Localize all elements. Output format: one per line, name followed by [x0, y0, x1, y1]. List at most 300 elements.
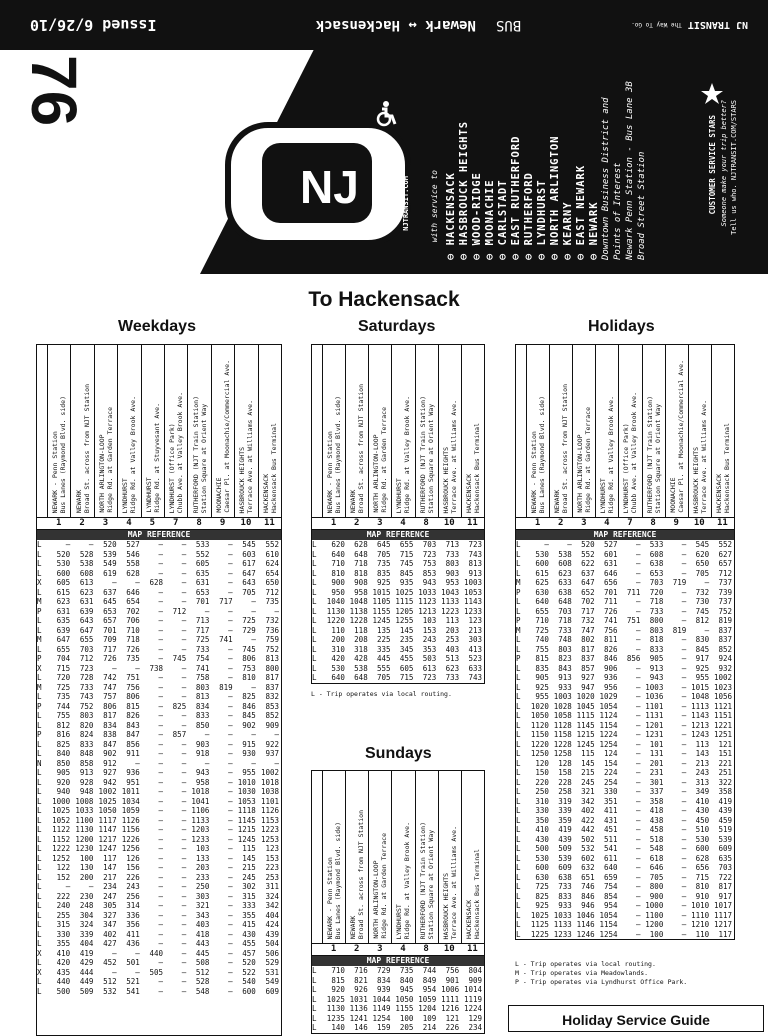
table-row	[312, 1014, 484, 1024]
time-cell: 439	[558, 834, 572, 844]
time-cell: 1106	[191, 806, 210, 815]
time-cell: 355	[242, 910, 256, 920]
time-cell: 833	[558, 891, 572, 901]
time-cell: 905	[649, 654, 664, 663]
trip-note-code: L	[37, 901, 42, 910]
time-cell: 623	[558, 568, 572, 578]
map-ref-number: 4	[604, 518, 610, 528]
brand-logo: NJ TRANSIT	[687, 19, 748, 31]
time-cell: 404	[79, 939, 94, 948]
direction-title: To Hackensack	[308, 288, 460, 311]
time-cell: 819	[718, 616, 733, 625]
time-cell: –	[158, 768, 164, 777]
trip-note-code: P	[516, 616, 521, 625]
map-reference-label: MAP REFERENCE	[312, 530, 484, 540]
time-cell: 339	[558, 806, 572, 815]
time-cell: 330	[535, 806, 549, 815]
time-cell: –	[65, 882, 71, 891]
time-cell: 710	[535, 616, 549, 625]
table-row	[516, 664, 734, 674]
time-cell: 509	[558, 844, 572, 853]
time-cell: –	[681, 606, 687, 616]
service-sub-item: Downtown Business District and	[601, 97, 611, 260]
column-header: HASBROUCK HEIGHTS Terrace Ave. at Williams Ave.	[441, 825, 458, 939]
time-cell: 131	[649, 749, 664, 758]
time-cell: 840	[56, 749, 71, 758]
time-cell: 333	[242, 901, 256, 910]
time-cell: 539	[718, 834, 733, 844]
time-cell: 1228	[553, 739, 572, 749]
time-cell: 152	[56, 872, 71, 882]
table-row	[516, 835, 734, 845]
time-cell: 603	[242, 549, 256, 559]
time-cell: 552	[195, 549, 210, 559]
time-cell: 418	[195, 929, 210, 939]
time-cell: 753	[242, 663, 256, 673]
time-cell: 1043	[441, 587, 460, 597]
time-cell: 849	[422, 975, 437, 985]
time-cell: 803	[79, 711, 94, 720]
time-cell: 1254	[599, 929, 618, 939]
time-cell: 647	[79, 625, 94, 635]
time-cell: 1143	[463, 597, 483, 606]
time-cell: –	[635, 882, 641, 891]
time-cell: –	[228, 711, 233, 720]
time-cell: –	[158, 920, 164, 929]
trip-note-code: L	[516, 701, 521, 711]
route-number: 76	[18, 55, 90, 127]
time-cell: 756	[445, 966, 460, 975]
table-row	[516, 768, 734, 778]
time-cell: 500	[535, 844, 549, 853]
time-cell: 1034	[121, 796, 140, 806]
time-cell: –	[228, 768, 233, 777]
time-cell: 1245	[237, 834, 256, 844]
time-cell: 502	[581, 834, 595, 844]
trip-note-code: L	[312, 606, 317, 616]
table-headers	[312, 345, 484, 518]
time-cell: –	[158, 739, 164, 749]
time-cell: 1028	[553, 701, 572, 711]
time-cell: 215	[581, 768, 595, 777]
time-cell: 657	[103, 616, 117, 625]
time-cell: 812	[56, 720, 71, 730]
time-cell: 635	[56, 616, 71, 625]
column-header: LYNDHURST Ridge Rd. at Valley Brook Ave.	[599, 395, 616, 513]
time-cell: 1220	[530, 739, 549, 749]
time-cell: –	[228, 673, 233, 682]
time-cell: 410	[695, 796, 710, 806]
time-cell: 637	[103, 587, 117, 597]
time-cell: –	[112, 663, 117, 673]
time-cell: 744	[422, 966, 437, 975]
time-cell: 753	[422, 559, 437, 568]
trip-note-code: P	[37, 701, 42, 711]
time-cell: –	[181, 597, 187, 606]
time-cell: 528	[195, 977, 210, 986]
time-cell: 510	[695, 825, 710, 834]
time-cell: –	[181, 549, 187, 559]
table-row	[516, 749, 734, 759]
time-cell: 527	[126, 540, 140, 549]
time-cell: 233	[195, 872, 210, 882]
time-cell: 549	[265, 977, 280, 986]
time-cell: 654	[265, 568, 280, 578]
time-cell: 1025	[98, 796, 117, 806]
time-cell: –	[635, 920, 641, 929]
time-cell: 135	[377, 625, 391, 635]
time-cell: 549	[103, 559, 117, 568]
time-cell: 717	[195, 625, 210, 635]
time-cell: –	[181, 796, 187, 806]
time-cell: 943	[649, 673, 664, 682]
time-cell: 823	[558, 654, 572, 663]
time-cell: 520	[242, 958, 256, 967]
time-cell: 733	[445, 549, 460, 559]
time-cell: 821	[354, 975, 368, 985]
time-cell: –	[635, 768, 641, 777]
time-cell: –	[681, 673, 687, 682]
time-cell: 501	[126, 958, 140, 967]
time-cell: –	[635, 549, 641, 559]
time-cell: 1213	[418, 606, 437, 616]
table-row	[516, 559, 734, 569]
time-cell: 154	[604, 758, 618, 768]
time-cell: –	[181, 920, 187, 929]
map-reference-label: MAP REFERENCE	[312, 956, 484, 966]
column-header: HASBROUCK HEIGHTS Terrace Ave. at Williams Ave.	[238, 399, 255, 513]
time-cell: –	[635, 825, 641, 834]
time-cell: –	[181, 739, 187, 749]
time-cell: –	[635, 787, 641, 796]
time-cell: –	[228, 910, 233, 920]
time-cell: 100	[649, 929, 664, 939]
time-cell: –	[181, 967, 187, 977]
time-cell: –	[681, 920, 687, 929]
time-cell: 643	[79, 616, 94, 625]
time-cell: 1048	[691, 692, 710, 701]
table-row	[37, 797, 281, 807]
table-row	[37, 949, 281, 959]
time-cell: –	[635, 682, 641, 692]
service-to-label: with service to	[430, 170, 439, 243]
time-cell: 1058	[553, 711, 572, 720]
time-cell: 735	[56, 692, 71, 701]
time-cell: –	[228, 882, 233, 891]
time-cell: –	[228, 606, 233, 616]
time-cell: 633	[558, 578, 572, 587]
time-cell: 302	[242, 882, 256, 891]
time-cell: 1126	[260, 806, 280, 815]
time-cell: –	[681, 796, 687, 806]
time-cell: –	[681, 815, 687, 825]
trip-note-code: L	[312, 644, 317, 654]
time-cell: 648	[354, 549, 368, 559]
trip-note-code: N	[37, 758, 42, 768]
column-header: NORTH ARLINGTON-LOOP Ridge Rd. at Garden Terrace	[372, 407, 389, 513]
time-cell: –	[181, 559, 187, 568]
time-cell: 1215	[237, 825, 256, 834]
table-row	[37, 882, 281, 892]
map-ref-number: 8	[423, 518, 429, 528]
time-cell: 925	[695, 663, 710, 673]
time-cell: 609	[265, 986, 280, 996]
time-cell: 715	[695, 872, 710, 882]
time-cell: 834	[195, 701, 210, 711]
time-cell: 115	[242, 844, 256, 853]
time-cell: 451	[604, 825, 618, 834]
time-cell: –	[181, 910, 187, 920]
time-cell: 748	[558, 635, 572, 644]
time-cell: 908	[354, 578, 368, 587]
time-cell: 411	[126, 929, 140, 939]
time-cell: 900	[331, 578, 345, 587]
trip-note-code: L	[516, 882, 521, 891]
time-cell: –	[228, 929, 233, 939]
trip-note-code: L	[37, 720, 42, 730]
time-cell: 751	[626, 616, 641, 625]
time-cell: 1245	[372, 616, 391, 625]
time-cell: –	[635, 597, 641, 606]
time-cell: –	[181, 692, 187, 701]
time-cell: 1105	[372, 597, 391, 606]
time-cell: 715	[399, 549, 414, 559]
time-cell: 726	[604, 606, 618, 616]
time-cell: 733	[649, 606, 664, 616]
time-cell: –	[228, 549, 233, 559]
customer-service-title: CUSTOMER SERVICE STARS	[708, 115, 717, 215]
time-cell: 500	[56, 986, 71, 996]
table-row	[312, 616, 484, 626]
time-cell: –	[181, 882, 187, 891]
time-cell: 703	[718, 863, 733, 872]
table-row	[516, 692, 734, 702]
table-row	[37, 740, 281, 750]
trip-note-code: L	[37, 920, 42, 929]
time-cell: –	[681, 844, 687, 853]
time-cell: –	[158, 568, 164, 578]
trip-note-code: L	[37, 872, 42, 882]
time-cell: 1033	[75, 806, 94, 815]
time-cell: 725	[242, 616, 256, 625]
table-row	[516, 930, 734, 940]
column-header: HASBROUCK HEIGHTS Terrace Ave. at Williams Ave.	[691, 399, 708, 513]
time-cell: –	[681, 644, 687, 654]
time-cell: 1222	[52, 844, 71, 853]
time-cell: 403	[445, 644, 460, 654]
time-cell: 1251	[713, 730, 733, 739]
table-row	[312, 569, 484, 579]
table-row	[516, 854, 734, 864]
time-cell: 1224	[599, 730, 618, 739]
time-cell: 655	[56, 644, 71, 654]
trip-note-code: L	[312, 597, 317, 606]
table-row	[516, 844, 734, 854]
trip-note-code: L	[37, 929, 42, 939]
time-cell: 631	[56, 606, 71, 616]
time-cell: 826	[604, 644, 618, 654]
time-cell: –	[181, 768, 187, 777]
time-cell: 846	[242, 701, 256, 711]
time-cell: 253	[445, 635, 460, 644]
time-cell: –	[681, 635, 687, 644]
trip-note-code: L	[312, 568, 317, 578]
time-cell: 815	[535, 654, 549, 663]
time-cell: 623	[79, 587, 94, 597]
time-cell: 845	[399, 568, 414, 578]
service-point: ⊖ LYNDHURST	[536, 179, 548, 260]
time-cell: 1133	[553, 920, 572, 929]
trip-note-code: X	[37, 948, 42, 958]
column-header: MOONACHIE Caesar Pl. at Moonachie/Commercial Ave.	[668, 360, 685, 513]
time-cell: 1121	[713, 701, 733, 711]
time-cell: 342	[581, 796, 595, 806]
trip-note-code: L	[516, 872, 521, 882]
time-cell: –	[251, 635, 256, 644]
time-cell: –	[681, 711, 687, 720]
time-cell: –	[681, 853, 687, 863]
table-row	[37, 920, 281, 930]
table-row	[37, 901, 281, 911]
time-cell: 620	[695, 549, 710, 559]
time-cell: 729	[377, 966, 391, 975]
table-row	[37, 730, 281, 740]
time-cell: 733	[445, 673, 460, 682]
time-cell: –	[181, 578, 187, 587]
map-ref-number: 5	[149, 518, 156, 528]
trip-note-code: L	[37, 711, 42, 720]
time-cell: 755	[535, 644, 549, 654]
time-cell: –	[181, 635, 187, 644]
time-cell: –	[112, 967, 117, 977]
column-header: MOONACHIE Caesar Pl. at Moonachie/Commercial Ave.	[215, 360, 232, 513]
time-cell: 901	[445, 975, 460, 985]
time-cell: –	[251, 682, 256, 692]
time-cell: 717	[581, 606, 595, 616]
time-cell: –	[158, 720, 164, 730]
time-cell: 513	[445, 654, 460, 663]
time-cell: –	[158, 882, 164, 891]
map-ref-number: 2	[557, 518, 564, 528]
time-cell: 133	[195, 853, 210, 863]
time-cell: 220	[535, 777, 549, 787]
time-cell: –	[681, 891, 687, 901]
time-cell: –	[635, 901, 641, 910]
time-cell: 1126	[121, 815, 140, 825]
time-cell: –	[228, 730, 233, 739]
table-row	[516, 787, 734, 797]
time-cell: –	[251, 606, 256, 616]
time-cell: 600	[535, 559, 549, 568]
time-cell: 620	[331, 540, 345, 549]
time-cell: 150	[535, 768, 549, 777]
time-cell: 1200	[645, 920, 664, 929]
time-cell: –	[635, 568, 641, 578]
time-cell: 713	[195, 616, 210, 625]
time-cell: 1253	[260, 834, 280, 844]
time-cell: 256	[126, 891, 140, 901]
time-cell: 925	[535, 682, 549, 692]
time-cell: –	[181, 663, 187, 673]
trip-note-code: L	[516, 606, 521, 616]
trip-note-code: P	[516, 587, 521, 597]
time-cell: 1201	[645, 720, 664, 730]
time-cell: –	[228, 559, 233, 568]
time-cell: –	[274, 730, 280, 739]
map-ref-number: 3	[581, 518, 587, 528]
time-cell: 627	[718, 549, 733, 559]
time-cell: 835	[377, 568, 391, 578]
time-cell: 747	[581, 625, 595, 635]
time-cell: –	[681, 663, 687, 673]
column-header: RUTHERFORD (NJT Train Station) Station Square at Orient Way	[418, 821, 435, 939]
time-cell: –	[635, 673, 641, 682]
time-cell: 1147	[98, 825, 117, 834]
time-cell: 743	[468, 549, 483, 559]
time-cell: 705	[377, 549, 391, 559]
time-cell: 646	[604, 568, 618, 578]
time-cell: 1020	[576, 692, 595, 701]
column-header: LYNDHURST Ridge Rd. at Stuyvesant Ave.	[144, 403, 161, 513]
table-row	[37, 825, 281, 835]
time-cell: –	[228, 692, 233, 701]
time-cell: 1156	[121, 825, 140, 834]
service-sub-item: Broad Street Station	[637, 151, 647, 260]
time-cell: –	[274, 606, 280, 616]
time-cell: –	[88, 540, 94, 549]
time-cell: 1023	[713, 682, 733, 692]
time-cell: 729	[242, 625, 256, 635]
trip-note-code: L	[37, 625, 42, 635]
time-cell: 250	[535, 787, 549, 796]
time-cell: 140	[331, 1023, 345, 1032]
time-cell: –	[635, 758, 641, 768]
column-header: NEWARK - Penn Station Bus Lanes (Raymond Blvd. side)	[51, 395, 68, 513]
time-cell: 741	[219, 635, 233, 644]
time-cell: –	[135, 948, 140, 958]
time-cell: 1130	[326, 1004, 345, 1013]
time-cell: 723	[468, 540, 483, 549]
time-cell: 103	[195, 844, 210, 853]
table-row	[516, 911, 734, 921]
trip-note-code: L	[516, 787, 521, 796]
time-cell: 1155	[372, 606, 391, 616]
time-cell: 301	[649, 777, 664, 787]
table-row	[312, 550, 484, 560]
trip-note-code: L	[312, 673, 317, 682]
time-cell: 110	[331, 625, 345, 635]
map-reference-label: MAP REFERENCE	[37, 530, 281, 540]
time-cell: 933	[558, 901, 572, 910]
time-cell: 424	[265, 920, 280, 929]
time-cell: 655	[535, 606, 549, 616]
column-header: NORTH ARLINGTON-LOOP Ridge Rd. at Garden Terrace	[372, 833, 389, 939]
time-cell: –	[158, 844, 164, 853]
table-row	[37, 692, 281, 702]
time-cell: 745	[399, 559, 414, 568]
saturday-note: L - Trip operates via local routing.	[311, 690, 452, 698]
time-cell: –	[228, 540, 233, 549]
table-row	[516, 616, 734, 626]
time-cell: –	[158, 796, 164, 806]
time-cell: 834	[377, 975, 391, 985]
trip-note-code: L	[312, 1004, 317, 1013]
time-cell: 458	[649, 825, 664, 834]
time-cell: 819	[219, 682, 233, 692]
time-cell: 830	[695, 635, 710, 644]
time-cell: 223	[265, 863, 280, 872]
time-cell: –	[228, 939, 233, 948]
